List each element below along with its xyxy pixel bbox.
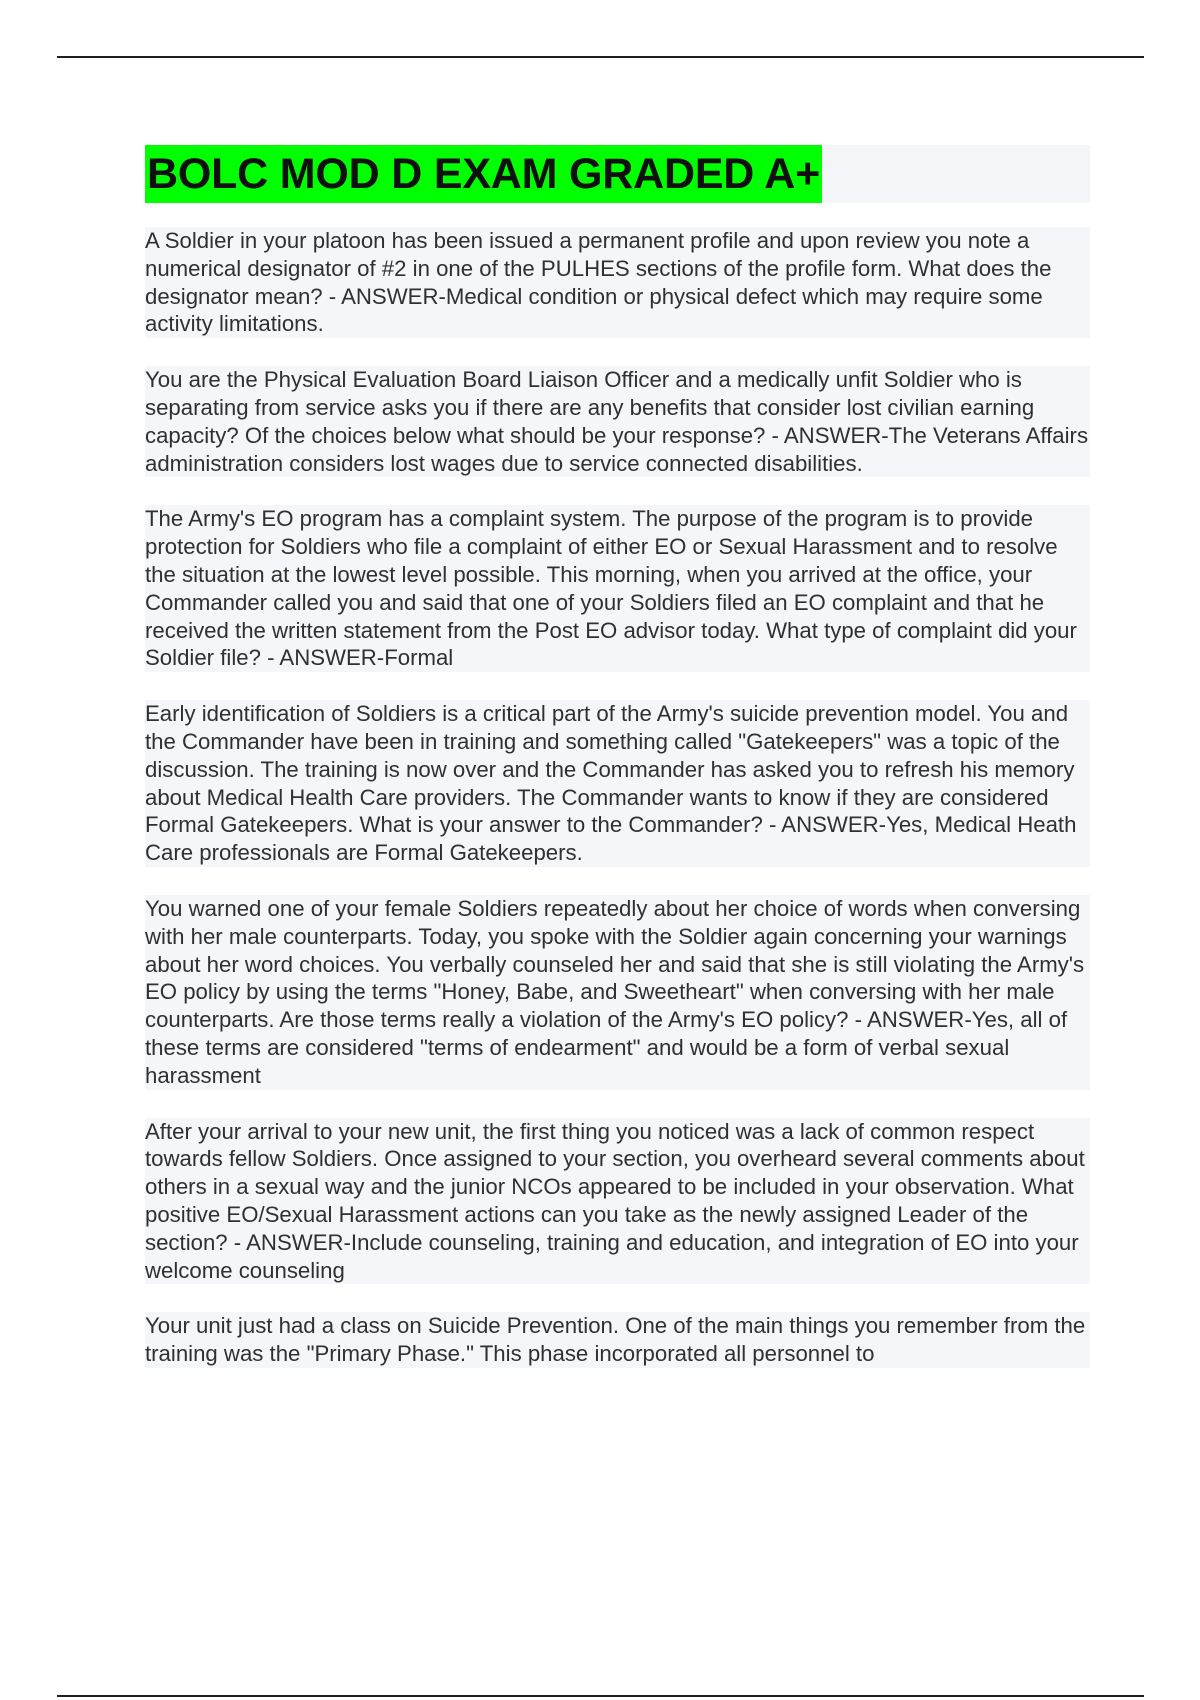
qa-item: Early identification of Soldiers is a critical part of the Army's suicide prevention model. You and the Commander have been in training and something called "Gatekeepers" was a topic of the discussion. The training is now over and the Commander has asked you to refresh his memory about Medical Health Care providers. The Commander wants to know if they are considered Formal Gatekeepers. What is your answer to the Commander? - ANSWER-Yes, Medical Heath Care professionals are Formal Gatekeepers.: [145, 700, 1090, 867]
qa-item: You warned one of your female Soldiers repeatedly about her choice of words when conversing with her male counterparts. Today, you spoke with the Soldier again concerning your warnings about her word choices. You verbally counseled her and said that she is still violating the Army's EO policy by using the terms "Honey, Babe, and Sweetheart" when conversing with her male counterparts. Are those terms really a violation of the Army's EO policy? - ANSWER-Yes, all of these terms are considered "terms of endearment" and would be a form of verbal sexual harassment: [145, 895, 1090, 1090]
qa-item: Your unit just had a class on Suicide Prevention. One of the main things you remember from the training was the "Primary Phase." This phase incorporated all personnel to: [145, 1312, 1090, 1368]
title-band: [145, 145, 1090, 203]
top-rule: [57, 56, 1144, 58]
qa-item: A Soldier in your platoon has been issued a permanent profile and upon review you note a numerical designator of #2 in one of the PULHES sections of the profile form. What does the designator mean? - ANSWER-Medical condition or physical defect which may require some activity limitations.: [145, 227, 1090, 338]
qa-item: You are the Physical Evaluation Board Liaison Officer and a medically unfit Soldier who is separating from service asks you if there are any benefits that consider lost civilian earning capacity? Of the choices below what should be your response? - ANSWER-The Veterans Affairs administration considers lost wages due to service connected disabilities.: [145, 367, 1089, 476]
qa-item: After your arrival to your new unit, the first thing you noticed was a lack of common respect towards fellow Soldiers. Once assigned to your section, you overheard several comments about others in a sexual way and the junior NCOs appeared to be included in your observation. What positive EO/Sexual Harassment actions can you take as the newly assigned Leader of the section? - ANSWER-Include counseling, training and education, and integration of EO into your welcome counseling: [145, 1118, 1090, 1285]
document-title: BOLC MOD D EXAM GRADED A+: [145, 145, 822, 203]
document-body: [145, 145, 1090, 1396]
qa-item: The Army's EO program has a complaint system. The purpose of the program is to provide protection for Soldiers who file a complaint of either EO or Sexual Harassment and to resolve the situation at the lowest level possible. This morning, when you arrived at the office, your Commander called you and said that one of your Soldiers filed an EO complaint and that he received the written statement from the Post EO advisor today. What type of complaint did your Soldier file? - ANSWER-Formal: [145, 505, 1090, 672]
bottom-rule: [57, 1695, 1144, 1697]
